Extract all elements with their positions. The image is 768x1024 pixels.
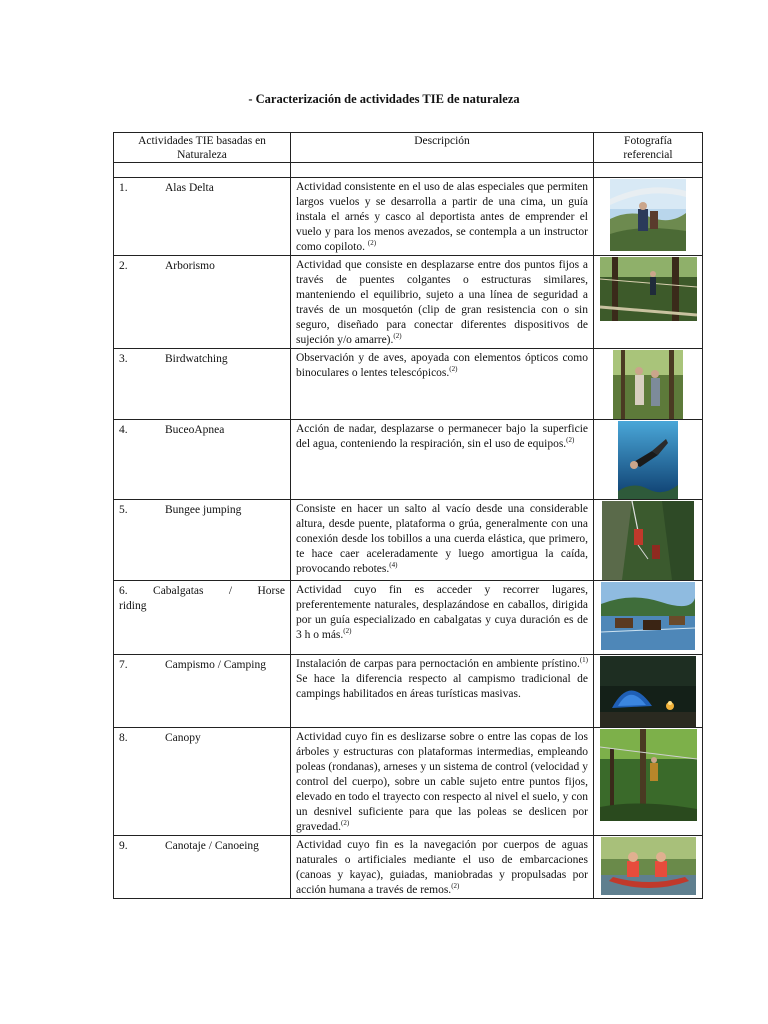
activity-name: Arborismo <box>165 260 215 272</box>
canoe-photo <box>601 837 696 895</box>
activity-description: Observación y de aves, apoyada con elementos ópticos como binoculares o lentes telescópicos.$^{(2)}$ <box>296 352 588 379</box>
table-row <box>114 256 703 349</box>
freediver-photo <box>618 421 678 499</box>
spacer-row <box>114 163 703 178</box>
row-number: 4. <box>119 424 128 436</box>
activity-description: Actividad cuyo fin es acceder y recorrer lugares, preferentemente naturales, desplazándose en caballos, dirigida por un guía especializado en cabalgatas y cuya duración es de 3 h o más.$^{(2)}$ <box>296 584 588 641</box>
row-number: 2. <box>119 260 128 272</box>
bungee-jump-photo <box>602 501 694 580</box>
row-number: 3. <box>119 353 128 365</box>
table-row <box>114 349 703 420</box>
row-number: 5. <box>119 504 128 516</box>
activity-description: Actividad cuyo fin es deslizarse sobre o entre las copas de los árboles y estructuras con plataformas intermedias, empleando poleas (rondanas), arneses y un sistema de control (velocidad y control del cuerpo), sobre un cable sujeto entre puntos fijos, elevado en todo el trayecto con respecto al nivel el suelo, y con un desnivel suficiente para que las poleas se deslicen por gravedad.$^{(2)}$ <box>296 731 588 833</box>
row-number: 9. <box>119 840 128 852</box>
header-activity: Actividades TIE basadas en Naturaleza <box>114 133 291 163</box>
table-header-row <box>114 133 703 163</box>
activity-name: BuceoApnea <box>165 424 225 436</box>
header-photo: Fotografía referencial <box>594 133 703 163</box>
activities-table <box>113 132 703 899</box>
activity-name-part: Horse <box>257 585 285 597</box>
document-title: - Caracterización de actividades TIE de naturaleza <box>248 92 520 106</box>
activity-description: Consiste en hacer un salto al vacío desde una considerable altura, desde puente, plataforma o grúa, generalmente con una conexión desde los tobillos a una cuerda elástica, que primero, te hace caer aceleradamente y luego amortigua la caída, provocando rebotes.$^{(4)}$ <box>296 503 588 575</box>
table-row <box>114 655 703 728</box>
activity-description: Acción de nadar, desplazarse o permanecer bajo la superficie del agua, conteniendo la respiración, sin el uso de equipos.$^{(2)}$ <box>296 423 588 450</box>
hang-glider-photo <box>610 179 686 251</box>
canopy-zipline-photo <box>600 729 697 821</box>
activity-name: Bungee jumping <box>165 504 242 516</box>
activity-description: Actividad que consiste en desplazarse entre dos puntos fijos a través de puentes colgantes o estructuras similares, manteniendo el equilibrio, sujeto a una línea de seguridad a través de un mosquetón (clip de gran resistencia con o sin seguro, diseñado para conectar diferentes dispositivos de sujeción y/o amarre).$^{(2)}$ <box>296 259 588 346</box>
table-row <box>114 500 703 581</box>
horse-riding-river-photo <box>601 582 695 650</box>
activity-name: Campismo / Camping <box>165 659 266 671</box>
activity-name-part: Cabalgatas <box>153 585 204 597</box>
birdwatchers-forest-photo <box>613 350 683 419</box>
table-row <box>114 836 703 899</box>
row-number: 8. <box>119 732 128 744</box>
row-number: 1. <box>119 182 128 194</box>
tent-night-photo <box>600 656 696 727</box>
header-description: Descripción <box>291 133 594 163</box>
activity-description: Actividad consistente en el uso de alas especiales que permiten largos vuelos y se desarrolla a partir de una cima, un guía instala el arnés y casco al deportista antes de emprender el vuelo y para los menos avezados, se contempla a un instructor como copiloto. $^{(2)}$ <box>296 181 588 253</box>
activity-name-part: / <box>228 585 233 597</box>
activity-name-wrap: riding <box>119 600 147 612</box>
activity-name: Canopy <box>165 732 201 744</box>
activity-name-line <box>114 581 290 599</box>
tree-rope-course-photo <box>600 257 697 321</box>
activity-description: Actividad cuyo fin es la navegación por cuerpos de aguas naturales o artificiales mediante el uso de embarcaciones (canoas y kayac), guiadas, maniobradas y propulsadas por acción humana a través de remos.$^{(2)}$ <box>296 839 588 896</box>
row-number: 6. <box>119 585 128 597</box>
activity-name: Alas Delta <box>165 182 214 194</box>
activity-name: Canotaje / Canoeing <box>165 840 259 852</box>
table-row <box>114 420 703 500</box>
row-number: 7. <box>119 659 128 671</box>
activity-name: Birdwatching <box>165 353 228 365</box>
activity-description: Instalación de carpas para pernoctación en ambiente prístino.$^{(1)}$ Se hace la diferencia respecto al campismo tradicional de campings habilitados en áreas turísticas masivas. <box>296 656 588 700</box>
table-row <box>114 728 703 836</box>
table-row <box>114 178 703 256</box>
table-row <box>114 581 703 655</box>
